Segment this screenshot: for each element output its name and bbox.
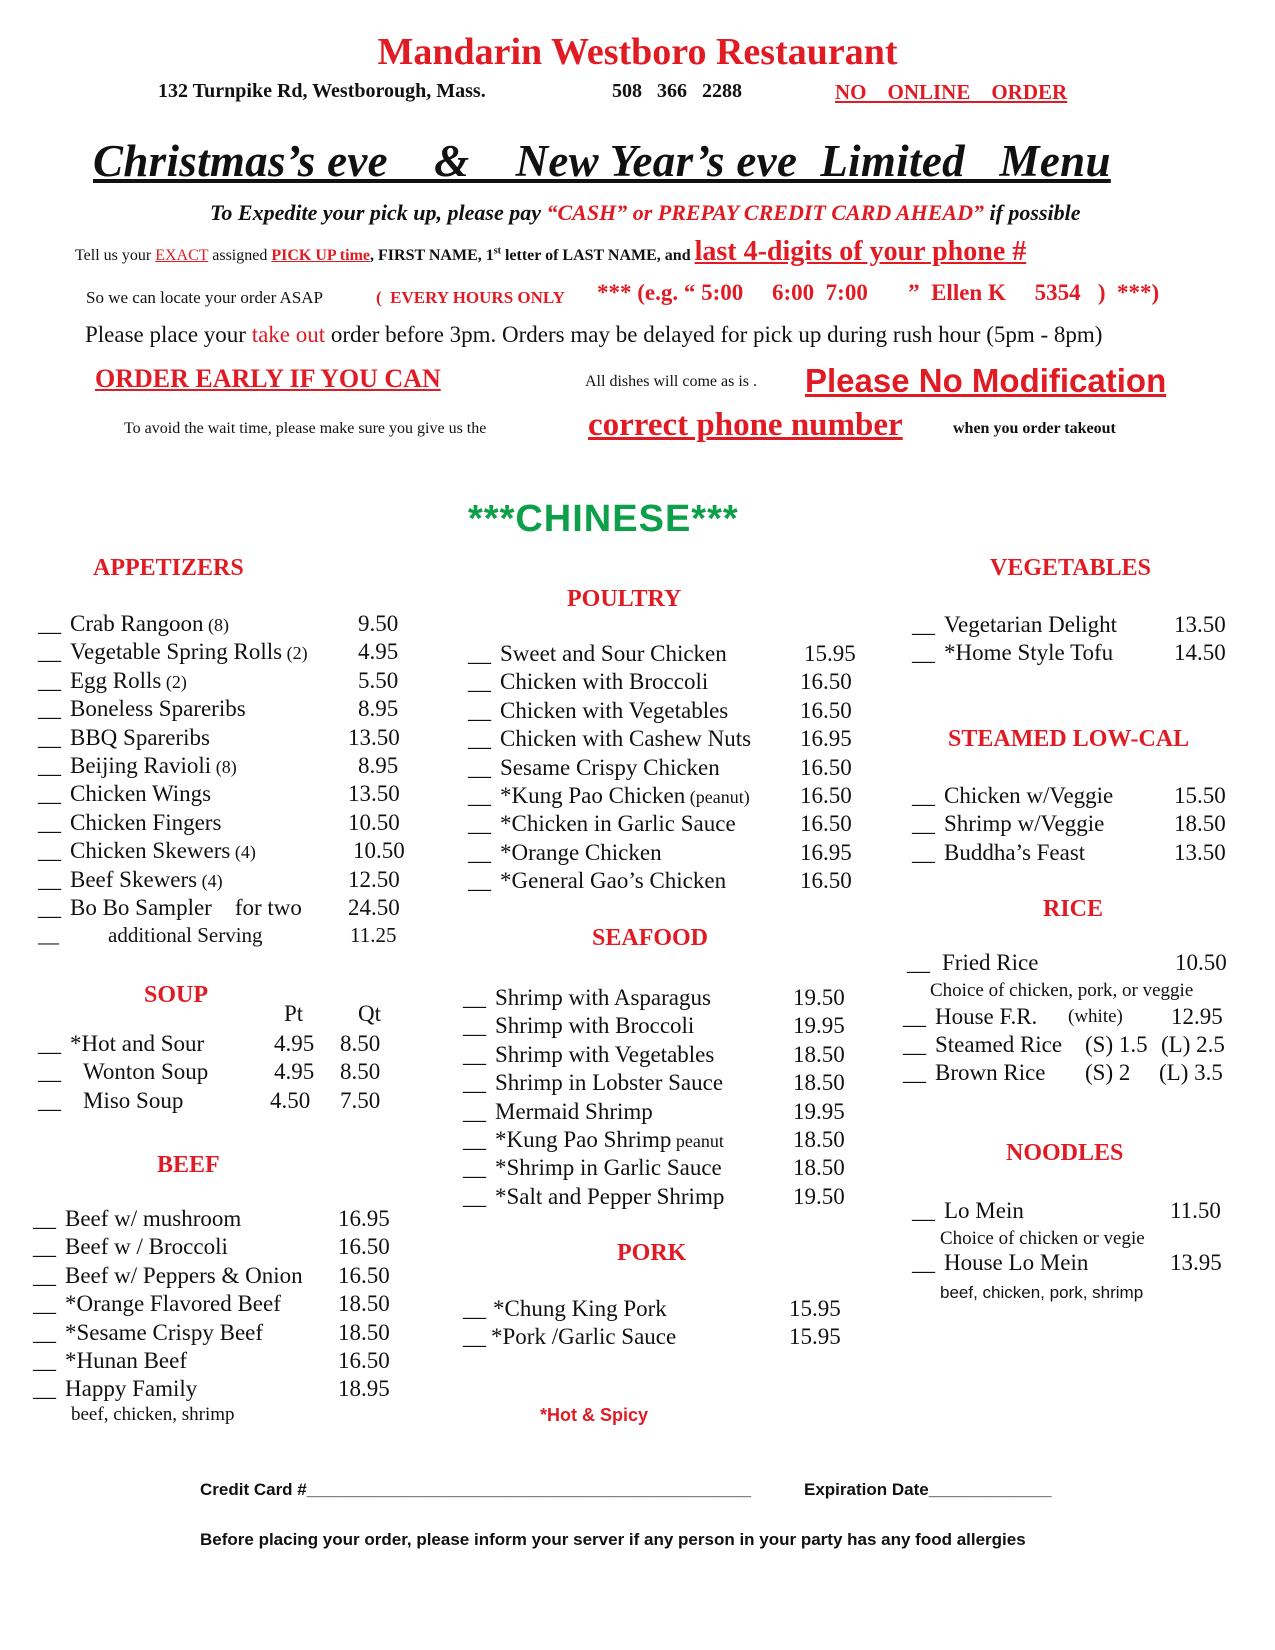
menu-item <box>33 1205 403 1233</box>
item-qty: (8) <box>211 756 237 777</box>
item-qty: (white) <box>1068 1006 1123 1027</box>
item-name: Chicken Wings <box>70 781 212 807</box>
item-name: Vegetarian Delight <box>944 612 1118 637</box>
vegetables-heading: VEGETABLES <box>990 555 1151 581</box>
item-price-pint: 4.50 <box>270 1087 311 1113</box>
order-blank[interactable]: __ <box>38 611 61 636</box>
item-price: 24.50 <box>348 894 400 920</box>
order-blank[interactable]: __ <box>912 640 935 666</box>
item-price: 11.50 <box>1170 1198 1221 1223</box>
item-price: 10.50 <box>1175 950 1227 975</box>
item-price: 16.50 <box>800 868 852 894</box>
item-name: Shrimp with Asparagus <box>495 985 711 1010</box>
menu-item <box>38 780 408 808</box>
poultry-heading: POULTRY <box>567 586 682 612</box>
item-name: additional Serving <box>108 923 263 948</box>
item-price: 18.50 <box>793 1155 845 1181</box>
item-name: Sesame Crispy Chicken <box>500 754 720 780</box>
menu-item <box>38 667 408 695</box>
menu-item <box>468 867 852 895</box>
item-name: Buddha’s Feast <box>944 839 1086 865</box>
item-qty: (2) <box>161 671 187 692</box>
menu-item <box>463 1183 843 1211</box>
hot-spicy-note: *Hot & Spicy <box>540 1405 649 1425</box>
menu-item <box>903 1060 1223 1086</box>
order-blank[interactable]: __ <box>468 726 491 752</box>
item-note: Choice of chicken or vegie <box>940 1228 1145 1249</box>
menu-item <box>463 1041 843 1069</box>
item-qty: (4) <box>230 842 256 863</box>
allergy-notice: Before placing your order, please inform your server if any person in your party has any food allergies <box>200 1530 1026 1549</box>
item-price: 13.50 <box>348 781 400 807</box>
item-name: Chicken with Broccoli <box>500 669 709 695</box>
item-name: Chicken with Cashew Nuts <box>500 726 752 752</box>
menu-item <box>912 839 1242 867</box>
item-price: 12.50 <box>348 866 400 892</box>
item-name: Beijing Ravioli <box>70 752 212 778</box>
seafood-heading: SEAFOOD <box>592 925 709 951</box>
item-name: Crab Rangoon <box>70 611 204 636</box>
order-blank[interactable]: __ <box>33 1234 56 1260</box>
item-price: 12.95 <box>1171 1004 1223 1029</box>
takeout-2: take out <box>251 322 326 347</box>
order-blank[interactable]: __ <box>38 1059 61 1085</box>
item-name: House F.R. <box>935 1004 1038 1029</box>
item-price-pint: 4.95 <box>274 1059 315 1085</box>
item-name: *Orange Chicken <box>500 839 662 865</box>
steamed-heading: STEAMED LOW-CAL <box>948 726 1190 752</box>
item-price: 16.50 <box>800 811 852 837</box>
item-price: 19.50 <box>793 985 845 1010</box>
item-name: Beef w/ Peppers & Onion <box>65 1262 303 1288</box>
order-blank[interactable]: __ <box>38 752 61 778</box>
dishes-as-is: All dishes will come as is . <box>585 373 757 390</box>
pork-list <box>463 1295 843 1352</box>
item-name: Shrimp in Lobster Sauce <box>495 1070 724 1096</box>
item-price-quart: 8.50 <box>340 1031 381 1056</box>
item-price: 16.50 <box>800 782 852 808</box>
menu-title: Christmas’s eve & New Year’s eve Limited Menu <box>93 136 1111 186</box>
tell-us-2: assigned <box>208 247 272 264</box>
order-blank[interactable]: __ <box>912 612 935 637</box>
order-blank[interactable]: __ <box>903 1060 926 1085</box>
menu-item <box>38 1030 398 1058</box>
item-name: Lo Mein <box>944 1198 1024 1223</box>
item-name: Sweet and Sour Chicken <box>500 641 727 666</box>
order-blank[interactable]: __ <box>903 1032 926 1057</box>
menu-item <box>463 1069 843 1097</box>
item-name: Fried Rice <box>942 950 1039 975</box>
item-price: 15.95 <box>789 1296 841 1321</box>
order-blank[interactable]: __ <box>463 1126 486 1152</box>
order-blank[interactable]: __ <box>33 1206 56 1231</box>
item-name: Happy Family <box>65 1376 198 1402</box>
menu-item <box>463 1295 843 1323</box>
pork-heading: PORK <box>617 1240 687 1266</box>
menu-item <box>468 782 852 810</box>
tell-us-last4: last 4-digits of your phone # <box>694 236 1027 267</box>
item-price-pint: 4.95 <box>274 1031 315 1056</box>
order-blank[interactable]: __ <box>463 1324 486 1350</box>
item-price: 5.50 <box>358 667 399 693</box>
item-name: *Hunan Beef <box>65 1347 187 1373</box>
order-blank[interactable]: __ <box>468 697 491 723</box>
item-price: 14.50 <box>1174 640 1226 666</box>
menu-item <box>33 1262 403 1290</box>
item-name: Shrimp w/Veggie <box>944 811 1105 837</box>
order-blank[interactable]: __ <box>463 1098 486 1124</box>
order-blank[interactable]: __ <box>38 696 61 722</box>
order-blank[interactable]: __ <box>38 1087 61 1113</box>
item-name: *Orange Flavored Beef <box>65 1291 281 1317</box>
menu-item <box>903 1032 1225 1058</box>
item-price: 10.50 <box>348 809 400 835</box>
order-blank[interactable]: __ <box>33 1376 56 1402</box>
order-blank[interactable]: __ <box>912 811 935 837</box>
item-price: 18.50 <box>793 1041 845 1067</box>
item-price: 15.95 <box>804 641 856 666</box>
menu-item <box>33 1347 403 1375</box>
item-price-large: (L) 2.5 <box>1161 1032 1225 1057</box>
item-name: Chicken Fingers <box>70 809 222 835</box>
item-price: 16.50 <box>338 1262 390 1288</box>
order-blank[interactable]: __ <box>468 754 491 780</box>
menu-item <box>463 1098 843 1126</box>
menu-item <box>463 984 843 1012</box>
vegetables-list <box>912 611 1242 668</box>
order-blank[interactable]: __ <box>463 1155 486 1181</box>
menu-item <box>33 1290 403 1318</box>
soup-pt-label: Pt <box>284 1001 304 1026</box>
menu-item <box>38 638 408 666</box>
item-name: *Sesame Crispy Beef <box>65 1319 264 1345</box>
item-name: Boneless Spareribs <box>70 696 246 722</box>
menu-item <box>33 1319 403 1347</box>
item-price: 16.50 <box>338 1234 390 1260</box>
item-price: 8.95 <box>358 752 399 778</box>
beef-heading: BEEF <box>157 1152 220 1178</box>
item-name: Wonton Soup <box>83 1059 209 1085</box>
menu-item <box>903 1004 1223 1030</box>
menu-item <box>38 724 408 752</box>
item-name: Vegetable Spring Rolls <box>70 639 283 665</box>
tell-us-pickup: PICK UP time <box>271 247 371 264</box>
menu-item <box>33 1375 403 1403</box>
order-blank[interactable]: __ <box>463 1070 486 1096</box>
menu-item <box>463 1126 843 1154</box>
order-blank[interactable]: __ <box>38 894 61 920</box>
menu-item <box>468 640 856 668</box>
item-qty: (2) <box>282 643 308 664</box>
item-name: Shrimp with Broccoli <box>495 1013 695 1039</box>
menu-item <box>912 611 1242 639</box>
order-blank[interactable]: __ <box>33 1319 56 1345</box>
order-blank[interactable]: __ <box>468 839 491 865</box>
order-blank[interactable]: __ <box>38 781 61 807</box>
expedite-text-c: if possible <box>983 200 1081 225</box>
soup-list <box>38 1030 398 1115</box>
tell-us-line <box>75 236 1026 268</box>
menu-item <box>38 894 408 922</box>
expedite-text-b: “CASH” or PREPAY CREDIT CARD AHEAD” <box>546 200 984 225</box>
item-price: 16.50 <box>800 754 852 780</box>
item-price: 18.50 <box>338 1319 390 1345</box>
expedite-text-a: To Expedite your pick up, please pay <box>210 200 547 225</box>
item-name: Miso Soup <box>83 1087 184 1113</box>
order-blank[interactable]: __ <box>38 1031 61 1056</box>
order-blank[interactable]: __ <box>33 1262 56 1288</box>
item-name: *Kung Pao Shrimp <box>495 1126 672 1152</box>
item-name: Steamed Rice <box>935 1032 1063 1057</box>
item-name: *Shrimp in Garlic Sauce <box>495 1155 722 1181</box>
item-qty: (4) <box>197 870 223 891</box>
order-blank[interactable]: __ <box>468 641 491 666</box>
menu-item <box>912 639 1242 667</box>
item-price: 16.50 <box>338 1347 390 1373</box>
order-blank[interactable]: __ <box>468 811 491 837</box>
noodles-heading: NOODLES <box>1006 1140 1124 1166</box>
menu-item <box>38 610 408 638</box>
correct-phone-number: correct phone number <box>588 407 903 443</box>
chinese-heading: ***CHINESE*** <box>468 498 739 540</box>
pickup-example: *** (e.g. “ 5:00 6:00 7:00 ” Ellen K 5354 ) ***) <box>597 280 1160 305</box>
order-blank[interactable]: __ <box>463 985 486 1010</box>
item-name: *Chicken in Garlic Sauce <box>500 811 736 837</box>
item-price: 15.95 <box>789 1324 841 1350</box>
menu-item <box>38 837 408 865</box>
beef-list <box>33 1205 403 1426</box>
menu-item <box>38 695 408 723</box>
menu-item <box>912 810 1242 838</box>
menu-item <box>468 754 852 782</box>
item-price: 16.95 <box>800 839 852 865</box>
order-blank[interactable]: __ <box>38 809 61 835</box>
item-name: BBQ Spareribs <box>70 724 210 750</box>
locate-text: So we can locate your order ASAP <box>86 288 324 307</box>
avoid-wait-text: To avoid the wait time, please make sure you give us the <box>124 420 487 437</box>
item-price-quart: 8.50 <box>340 1059 381 1085</box>
item-name: *General Gao’s Chicken <box>500 868 727 894</box>
item-price: 13.50 <box>1174 839 1226 865</box>
menu-item <box>38 752 408 780</box>
order-blank[interactable]: __ <box>38 639 61 665</box>
item-name: *Hot and Sour <box>70 1031 205 1056</box>
item-price: 18.50 <box>793 1126 845 1152</box>
credit-card-field[interactable]: Credit Card #_______________________________________________ <box>200 1480 752 1499</box>
item-price: 19.50 <box>793 1183 845 1209</box>
order-blank[interactable]: __ <box>912 1198 935 1223</box>
item-name: House Lo Mein <box>944 1250 1089 1275</box>
item-price-small: (S) 2 <box>1085 1060 1131 1085</box>
address: 132 Turnpike Rd, Westborough, Mass. <box>158 80 486 102</box>
item-price: 16.95 <box>800 726 852 752</box>
item-qty: (peanut) <box>685 786 750 807</box>
order-blank[interactable]: __ <box>38 667 61 693</box>
order-blank[interactable]: __ <box>463 1296 486 1321</box>
item-name: Bo Bo Sampler for two <box>70 894 302 920</box>
expedite-line <box>210 200 1081 226</box>
item-note: beef, chicken, shrimp <box>71 1403 235 1425</box>
item-name: Beef Skewers <box>70 866 198 892</box>
item-price-small: (S) 1.5 <box>1085 1032 1148 1057</box>
menu-item <box>912 782 1242 810</box>
no-online-order: NO ONLINE ORDER <box>835 80 1068 104</box>
takeout-line <box>85 322 1102 348</box>
menu-item <box>38 1058 398 1086</box>
appetizers-list <box>38 610 408 948</box>
item-price: 11.25 <box>350 923 397 948</box>
item-price: 18.50 <box>793 1070 845 1096</box>
menu-item <box>38 866 408 894</box>
item-price: 13.95 <box>1170 1250 1222 1275</box>
menu-item <box>468 697 852 725</box>
item-name: Egg Rolls <box>70 667 162 693</box>
tell-us-4: letter of LAST NAME, and <box>500 247 695 264</box>
item-note: Choice of chicken, pork, or veggie <box>930 980 1194 1001</box>
menu-item <box>912 1198 1221 1224</box>
item-price: 4.95 <box>358 639 399 665</box>
order-blank[interactable]: __ <box>907 950 930 975</box>
item-price: 13.50 <box>348 724 400 750</box>
tell-us-3: , FIRST NAME, 1 <box>370 247 494 264</box>
item-price: 19.95 <box>793 1013 845 1039</box>
order-blank[interactable]: __ <box>903 1004 926 1029</box>
soup-heading: SOUP <box>144 982 209 1008</box>
item-name: Chicken w/Veggie <box>944 783 1114 808</box>
menu-item <box>907 950 1227 976</box>
soup-qt-label: Qt <box>358 1001 381 1026</box>
item-name: *Home Style Tofu <box>944 640 1114 666</box>
item-name: Shrimp with Vegetables <box>495 1041 715 1067</box>
menu-item <box>468 668 852 696</box>
item-price: 16.95 <box>338 1206 390 1231</box>
order-blank[interactable]: __ <box>463 1013 486 1039</box>
no-modification: Please No Modification <box>805 362 1167 399</box>
menu-item <box>468 725 852 753</box>
menu-item <box>38 1087 398 1115</box>
takeout-1: Please place your <box>85 322 252 347</box>
item-price: 16.50 <box>800 669 852 695</box>
takeout-3: order before 3pm. Orders may be delayed for pick up during rush hour (5pm - 8pm) <box>325 322 1103 347</box>
item-price-large: (L) 3.5 <box>1159 1060 1223 1085</box>
item-price-quart: 7.50 <box>340 1087 381 1113</box>
order-early: ORDER EARLY IF YOU CAN <box>95 364 441 393</box>
order-blank[interactable]: __ <box>912 1250 935 1275</box>
menu-item <box>468 839 852 867</box>
poultry-list <box>468 640 856 896</box>
order-blank[interactable]: __ <box>468 868 491 894</box>
tell-us-1: Tell us your <box>75 247 156 264</box>
order-blank[interactable]: __ <box>463 1183 486 1209</box>
item-price: 18.50 <box>338 1291 390 1317</box>
order-blank[interactable]: __ <box>38 923 59 948</box>
restaurant-name: Mandarin Westboro Restaurant <box>377 31 898 73</box>
menu-item <box>912 1250 1222 1276</box>
order-blank[interactable]: __ <box>912 839 935 865</box>
when-order-takeout: when you order takeout <box>953 420 1116 437</box>
order-blank[interactable]: __ <box>468 669 491 695</box>
item-price: 16.50 <box>800 697 852 723</box>
menu-item <box>38 809 408 837</box>
menu-item <box>463 1012 843 1040</box>
item-price: 15.50 <box>1174 783 1226 808</box>
item-price: 13.50 <box>1174 612 1226 637</box>
item-note: beef, chicken, pork, shrimp <box>940 1283 1144 1302</box>
order-blank[interactable]: __ <box>38 724 61 750</box>
item-name: Mermaid Shrimp <box>495 1098 653 1124</box>
menu-item <box>463 1154 843 1182</box>
tell-us-exact: EXACT <box>155 247 209 264</box>
item-name: Chicken with Vegetables <box>500 697 729 723</box>
item-name: *Salt and Pepper Shrimp <box>495 1183 725 1209</box>
menu-item <box>468 810 852 838</box>
item-name: Beef w/ mushroom <box>65 1206 242 1231</box>
menu-item <box>33 1233 403 1261</box>
appetizers-heading: APPETIZERS <box>93 555 244 581</box>
item-qty: (8) <box>203 615 230 635</box>
item-name: Beef w / Broccoli <box>65 1234 228 1260</box>
item-name: *Chung King Pork <box>493 1296 667 1321</box>
item-price: 9.50 <box>358 611 399 636</box>
order-blank[interactable]: __ <box>912 783 935 808</box>
item-price: 18.95 <box>338 1376 390 1402</box>
order-blank[interactable]: __ <box>33 1291 56 1317</box>
item-name: Brown Rice <box>935 1060 1046 1085</box>
seafood-list <box>463 984 843 1211</box>
item-name: *Kung Pao Chicken <box>500 782 686 808</box>
order-blank[interactable]: __ <box>38 866 61 892</box>
order-blank[interactable]: __ <box>463 1041 486 1067</box>
steamed-list <box>912 782 1242 867</box>
rice-heading: RICE <box>1043 896 1104 922</box>
order-blank[interactable]: __ <box>468 782 491 808</box>
expiration-date-field[interactable]: Expiration Date_____________ <box>804 1480 1052 1499</box>
item-price: 18.50 <box>1174 811 1226 837</box>
item-name: *Pork /Garlic Sauce <box>491 1324 677 1350</box>
tell-us-st: st <box>493 245 501 257</box>
every-hours-only: ( EVERY HOURS ONLY <box>376 288 565 307</box>
item-price: 19.95 <box>793 1098 845 1124</box>
item-price: 8.95 <box>358 696 399 722</box>
item-name: Chicken Skewers <box>70 838 231 864</box>
menu-item <box>38 922 408 948</box>
item-price: 10.50 <box>353 838 405 864</box>
item-qty: peanut <box>671 1130 724 1151</box>
phone-number: 508 366 2288 <box>612 80 742 102</box>
order-blank[interactable]: __ <box>38 838 61 864</box>
order-blank[interactable]: __ <box>33 1347 56 1373</box>
menu-item <box>463 1323 843 1351</box>
